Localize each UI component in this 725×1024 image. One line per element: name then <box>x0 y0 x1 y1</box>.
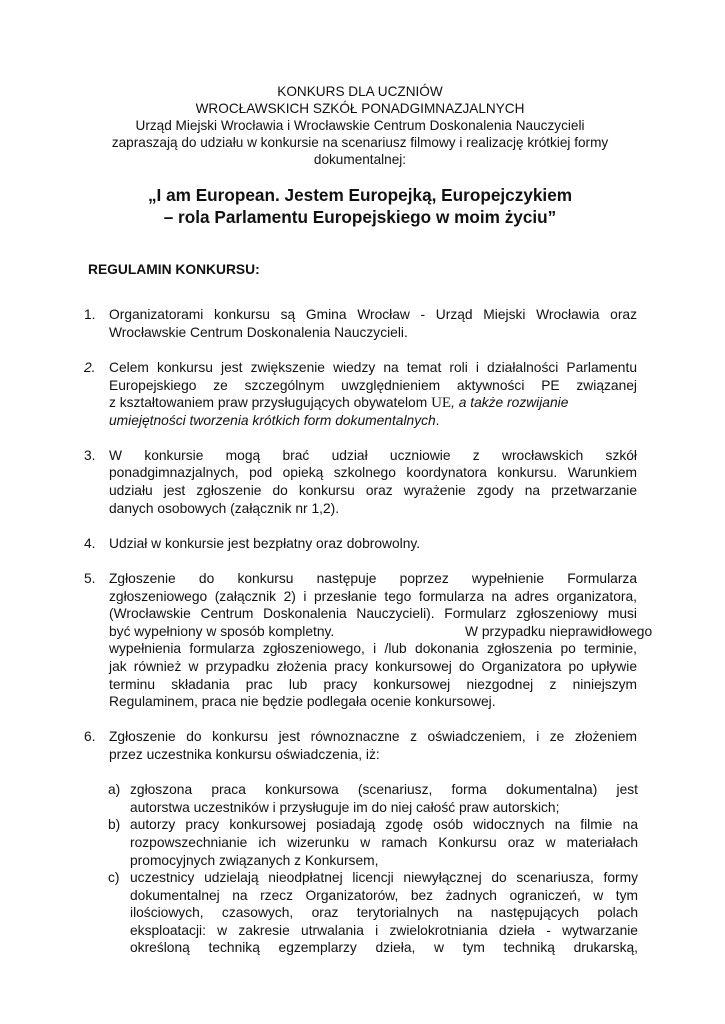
item-text: wypełnienia formularza zgłoszeniowego, i /lub dokonania zgłoszenia po terminie, <box>109 641 637 656</box>
item-text-line <box>109 394 637 413</box>
header-line: WROCŁAWSKICH SZKÓŁ PONADGIMNAZJALNYCH <box>195 101 525 116</box>
item-text: W przypadku nieprawidłowego <box>465 624 653 639</box>
item-text: Celem konkursu jest zwiększenie wiedzy na temat roli i działalności Parlamentu <box>109 360 637 375</box>
item-number: 1. <box>84 307 96 322</box>
item-text: Udział w konkursie jest bezpłatny oraz dobrowolny. <box>109 536 421 551</box>
subitem-label: b) <box>108 817 121 832</box>
item-text: danych osobowych (załącznik nr 1,2). <box>109 501 340 516</box>
subitem-text: ilościowych, czasowych, oraz terytorialnych na następujących polach <box>130 905 638 920</box>
subitem-text: dokumentalnej na rzecz Organizatorów, bez żadnych ograniczeń, w tym <box>130 888 638 903</box>
item-text: jak również w przypadku złożenia pracy konkursowej do Organizatora po upływie <box>109 659 637 674</box>
item-text: być wypełniony w sposób kompletny. <box>109 624 335 639</box>
document-title: – rola Parlamentu Europejskiego w moim życiu” <box>163 207 557 227</box>
item-text: z kształtowaniem praw przysługujących obywatelom <box>109 395 432 410</box>
item-text: umiejętności tworzenia krótkich form dokumentalnych <box>109 413 436 428</box>
subitem-text: autorstwa uczestników i przysługuje im do niej całość praw autorskich; <box>130 800 560 815</box>
item-text: Regulaminem, praca nie będzie podlegała ocenie konkursowej. <box>109 694 496 709</box>
subitem-text: rozpowszechnianie ich wizerunku w ramach Konkursu oraz w materiałach <box>130 835 638 850</box>
item-text: Europejskiego ze szczególnym uwzględnieniem aktywności PE związanej <box>109 378 637 393</box>
item-text-line <box>109 623 653 641</box>
subitem-text: autorzy pracy konkursowej posiadają zgodę osób widocznych na filmie na <box>130 817 638 832</box>
item-text: W konkursie mogą brać udział uczniowie z wrocławskich szkół <box>109 448 637 463</box>
subitem-text: zgłoszona praca konkursowa (scenariusz, forma dokumentalna) jest <box>130 782 638 797</box>
subitem-text: uczestnicy udzielają nieodpłatnej licencji niewyłącznej do scenariusza, formy <box>130 870 638 885</box>
header-line: KONKURS DLA UCZNIÓW <box>277 84 443 99</box>
item-text: , a także rozwijanie <box>451 395 569 410</box>
item-number: 2. <box>84 360 96 375</box>
header-line: dokumentalnej: <box>313 152 407 167</box>
item-text: UE <box>431 395 452 411</box>
item-text: . <box>435 413 440 428</box>
item-text-line <box>109 412 637 430</box>
subitem-text: promocyjnych związanych z Konkursem, <box>130 853 379 868</box>
item-text: Zgłoszenie do konkursu jest równoznaczne z oświadczeniem, i ze złożeniem <box>109 729 637 744</box>
subitem-label: c) <box>108 870 120 885</box>
item-text: zgłoszeniowego (załącznik 2) i przesłanie tego formularza na adres organizatora, <box>109 589 637 604</box>
item-text: udziału jest zgłoszenie do konkursu oraz wyrażenie zgody na przetwarzanie <box>109 483 637 498</box>
section-heading: REGULAMIN KONKURSU: <box>88 262 260 277</box>
item-text: (Wrocławskie Centrum Doskonalenia Nauczycieli). Formularz zgłoszeniowy musi <box>109 606 637 621</box>
item-number: 4. <box>84 536 96 551</box>
item-text: terminu składania prac lub pracy konkursowej niezgodnej z niniejszym <box>109 677 637 692</box>
item-text: Zgłoszenie do konkursu następuje poprzez wypełnienie Formularza <box>109 571 637 586</box>
document-title: „I am European. Jestem Europejką, Europejczykiem <box>147 185 573 205</box>
item-number: 5. <box>84 571 96 586</box>
item-text: przez uczestnika konkursu oświadczenia, iż: <box>109 747 380 762</box>
item-text: Wrocławskie Centrum Doskonalenia Nauczycieli. <box>109 325 408 340</box>
item-text: ponadgimnazjalnych, pod opieką szkolnego koordynatora konkursu. Warunkiem <box>109 465 637 480</box>
item-text: Organizatorami konkursu są Gmina Wrocław - Urząd Miejski Wrocławia oraz <box>109 307 637 322</box>
subitem-text: eksploatacji: w zakresie utrwalania i zwielokrotniania dzieła - wytwarzanie <box>130 923 638 938</box>
header-line: zapraszają do udziału w konkursie na scenariusz filmowy i realizację krótkiej formy <box>111 135 609 150</box>
subitem-text: określoną techniką egzemplarzy dzieła, w tym techniką drukarską, <box>130 940 638 955</box>
item-number: 3. <box>84 448 96 463</box>
item-number: 6. <box>84 729 96 744</box>
header-line: Urząd Miejski Wrocławia i Wrocławskie Centrum Doskonalenia Nauczycieli <box>135 118 585 133</box>
subitem-label: a) <box>108 782 121 797</box>
